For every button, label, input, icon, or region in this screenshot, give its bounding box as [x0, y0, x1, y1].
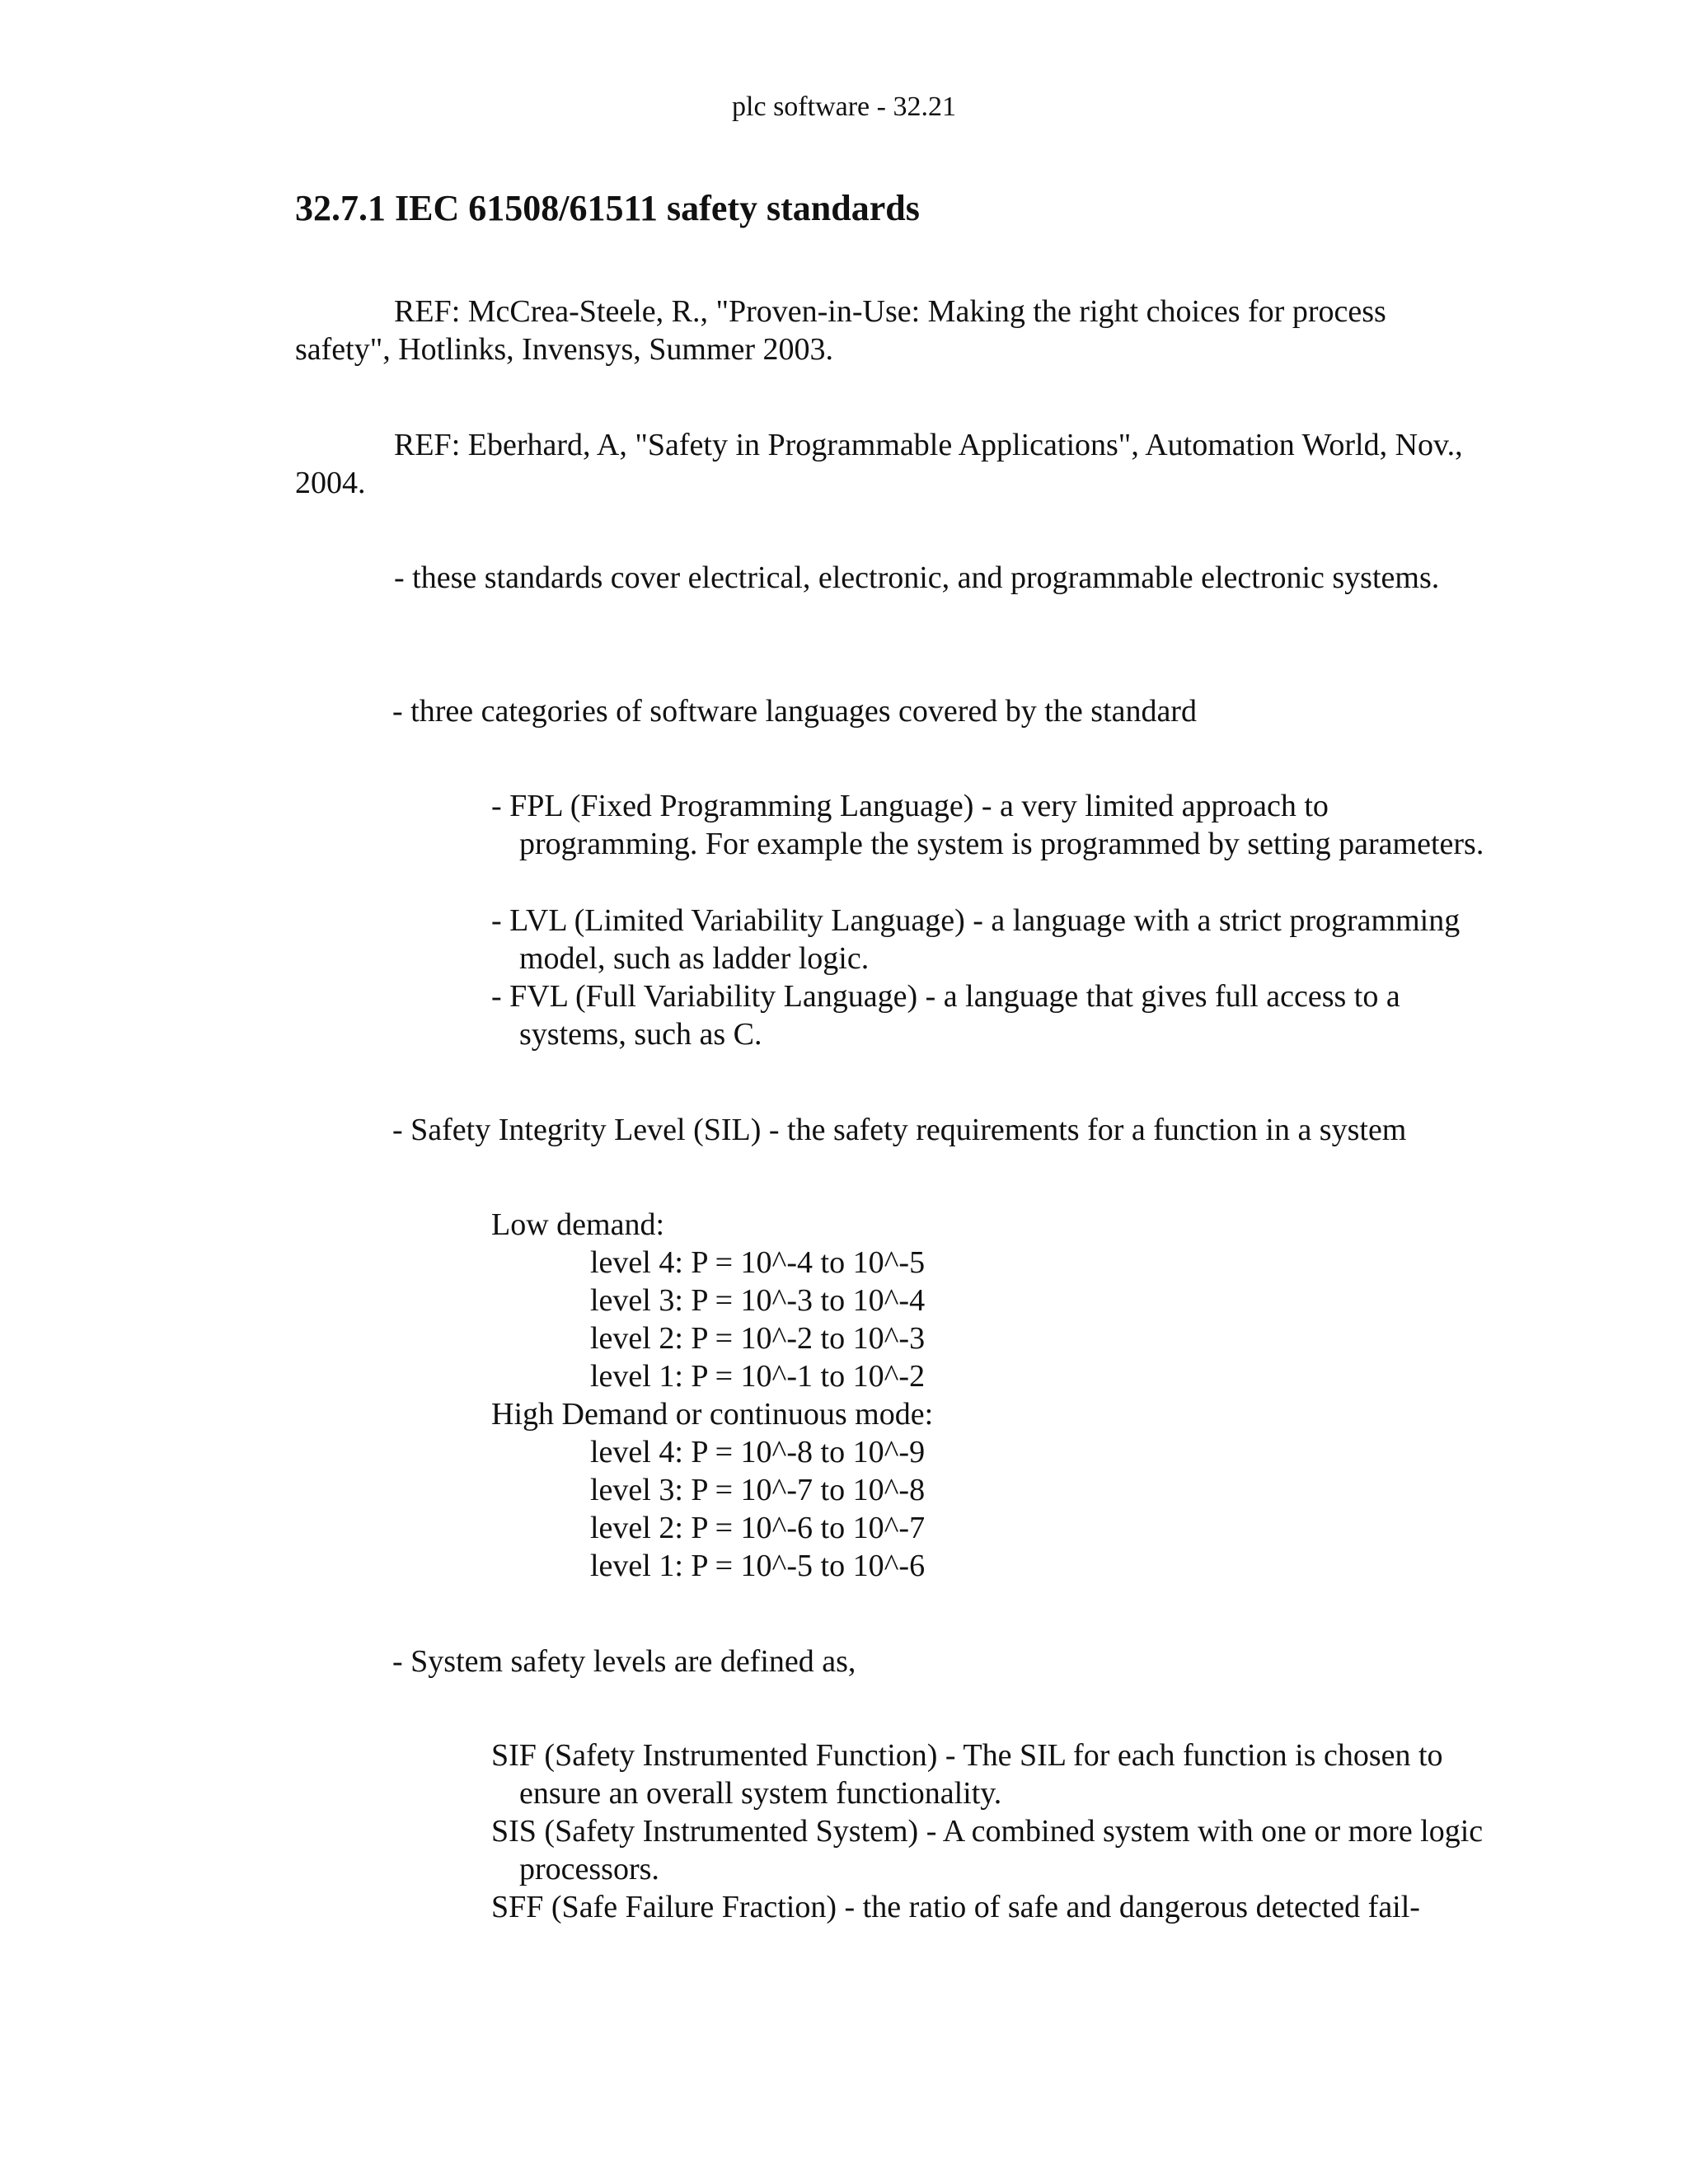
bullet-sil: - Safety Integrity Level (SIL) - the safety requirements for a function in a system — [392, 1113, 1407, 1147]
low-demand-label: Low demand: — [491, 1207, 665, 1242]
low-demand-level-1: level 1: P = 10^-1 to 10^-2 — [590, 1359, 926, 1394]
bullet-standards-coverage: - these standards cover electrical, electronic, and programmable electronic systems. — [394, 560, 1440, 595]
reference-eberhard: REF: Eberhard, A, "Safety in Programmable Applications", Automation World, Nov., 2004. — [295, 428, 1463, 500]
high-demand-label: High Demand or continuous mode: — [491, 1397, 934, 1432]
low-demand-level-2: level 2: P = 10^-2 to 10^-3 — [590, 1321, 926, 1356]
section-title: 32.7.1 IEC 61508/61511 safety standards — [295, 188, 920, 228]
definition-sff: SFF (Safe Failure Fraction) - the ratio of safe and dangerous detected fail- — [491, 1890, 1420, 1924]
definition-sis: SIS (Safety Instrumented System) - A combined system with one or more logic processors. — [491, 1814, 1484, 1886]
low-demand-level-4: level 4: P = 10^-4 to 10^-5 — [590, 1245, 926, 1280]
language-lvl: - LVL (Limited Variability Language) - a language with a strict programming model, such as ladder logic. — [491, 903, 1461, 976]
reference-mccrea-steele: REF: McCrea-Steele, R., "Proven-in-Use: Making the right choices for process safety", Hotlinks, Invensys, Summer 2003. — [295, 294, 1386, 367]
language-fpl: - FPL (Fixed Programming Language) - a very limited approach to programming. For example the system is programmed by setting parameters. — [491, 789, 1484, 861]
definition-sif: SIF (Safety Instrumented Function) - The SIL for each function is chosen to ensure an overall system functionality. — [491, 1738, 1443, 1811]
bullet-system-safety-levels: - System safety levels are defined as, — [392, 1644, 856, 1679]
high-demand-level-2: level 2: P = 10^-6 to 10^-7 — [590, 1511, 926, 1545]
page-header: plc software - 32.21 — [732, 91, 956, 122]
low-demand-level-3: level 3: P = 10^-3 to 10^-4 — [590, 1283, 926, 1318]
language-fvl: - FVL (Full Variability Language) - a language that gives full access to a systems, such as C. — [491, 979, 1400, 1052]
high-demand-level-3: level 3: P = 10^-7 to 10^-8 — [590, 1473, 926, 1507]
high-demand-level-1: level 1: P = 10^-5 to 10^-6 — [590, 1549, 926, 1583]
high-demand-level-4: level 4: P = 10^-8 to 10^-9 — [590, 1435, 926, 1469]
bullet-language-categories: - three categories of software languages covered by the standard — [392, 694, 1197, 729]
